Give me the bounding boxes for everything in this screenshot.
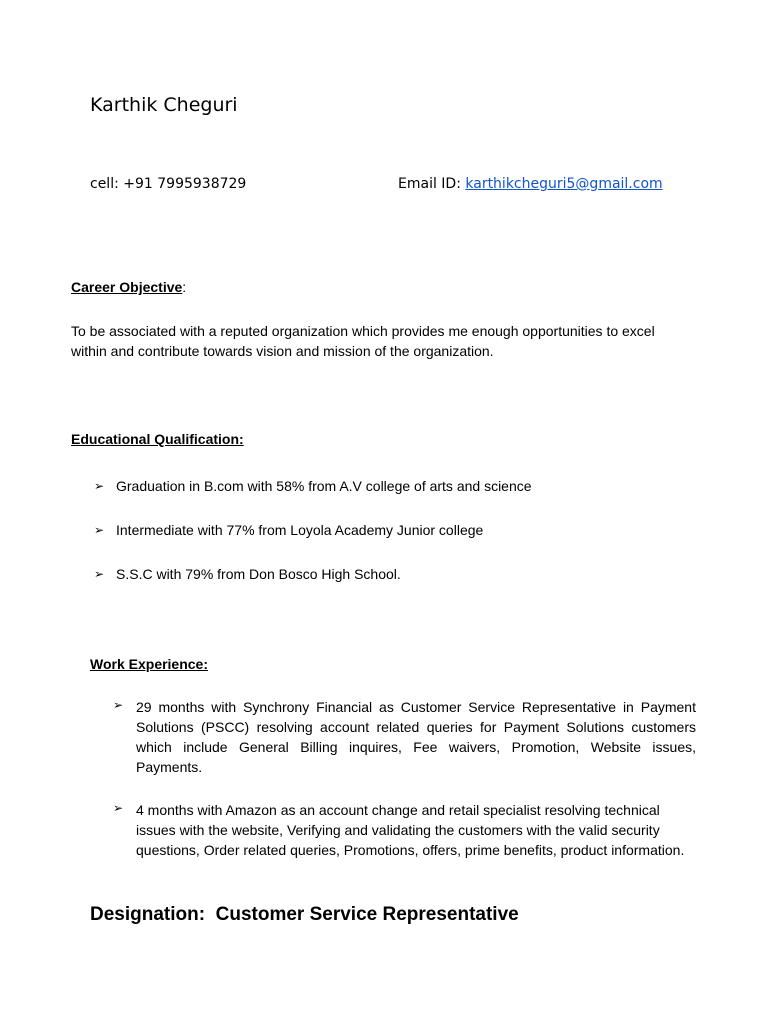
work-item-text: 4 months with Amazon as an account change and retail specialist resolving technical issues with the website, Verifying and validating the customers with the valid security questions, Order related queries, Promotions, offers, prime benefits, product information. (136, 802, 685, 858)
arrow-bullet-icon: ➢ (94, 479, 105, 493)
arrow-bullet-icon: ➢ (113, 801, 124, 815)
career-objective-heading (71, 279, 186, 295)
email-link[interactable]: karthikcheguri5@gmail.com (465, 176, 663, 192)
career-objective-heading-text: Career Objective (71, 279, 183, 295)
education-item-text: Intermediate with 77% from Loyola Academy Junior college (116, 522, 484, 538)
arrow-bullet-icon: ➢ (94, 523, 105, 537)
education-item-text: S.S.C with 79% from Don Bosco High School. (116, 566, 401, 582)
career-objective-colon: : (182, 279, 187, 295)
work-item-text: 29 months with Synchrony Financial as Customer Service Representative in Payment Solutions (PSCC) resolving account related queries for Payment Solutions customers which include General Billing inquires, Fee waivers, Promotion, Website issues, Payments. (136, 699, 696, 775)
candidate-name: Karthik Cheguri (90, 94, 238, 116)
career-objective-text: To be associated with a reputed organization which provides me enough opportunities to excel within and contribute towards vision and mission of the organization. (71, 323, 655, 359)
designation-label: Designation: (90, 904, 206, 925)
arrow-bullet-icon: ➢ (94, 567, 105, 581)
designation-value: Customer Service Representative (215, 904, 519, 925)
work-experience-heading: Work Experience: (90, 656, 209, 672)
email-label: Email ID: (398, 176, 461, 192)
designation (90, 904, 519, 926)
email-line (398, 176, 663, 192)
education-item-text: Graduation in B.com with 58% from A.V college of arts and science (116, 478, 532, 494)
arrow-bullet-icon: ➢ (113, 698, 124, 712)
education-heading: Educational Qualification: (71, 431, 244, 447)
cell-number: cell: +91 7995938729 (90, 176, 247, 192)
